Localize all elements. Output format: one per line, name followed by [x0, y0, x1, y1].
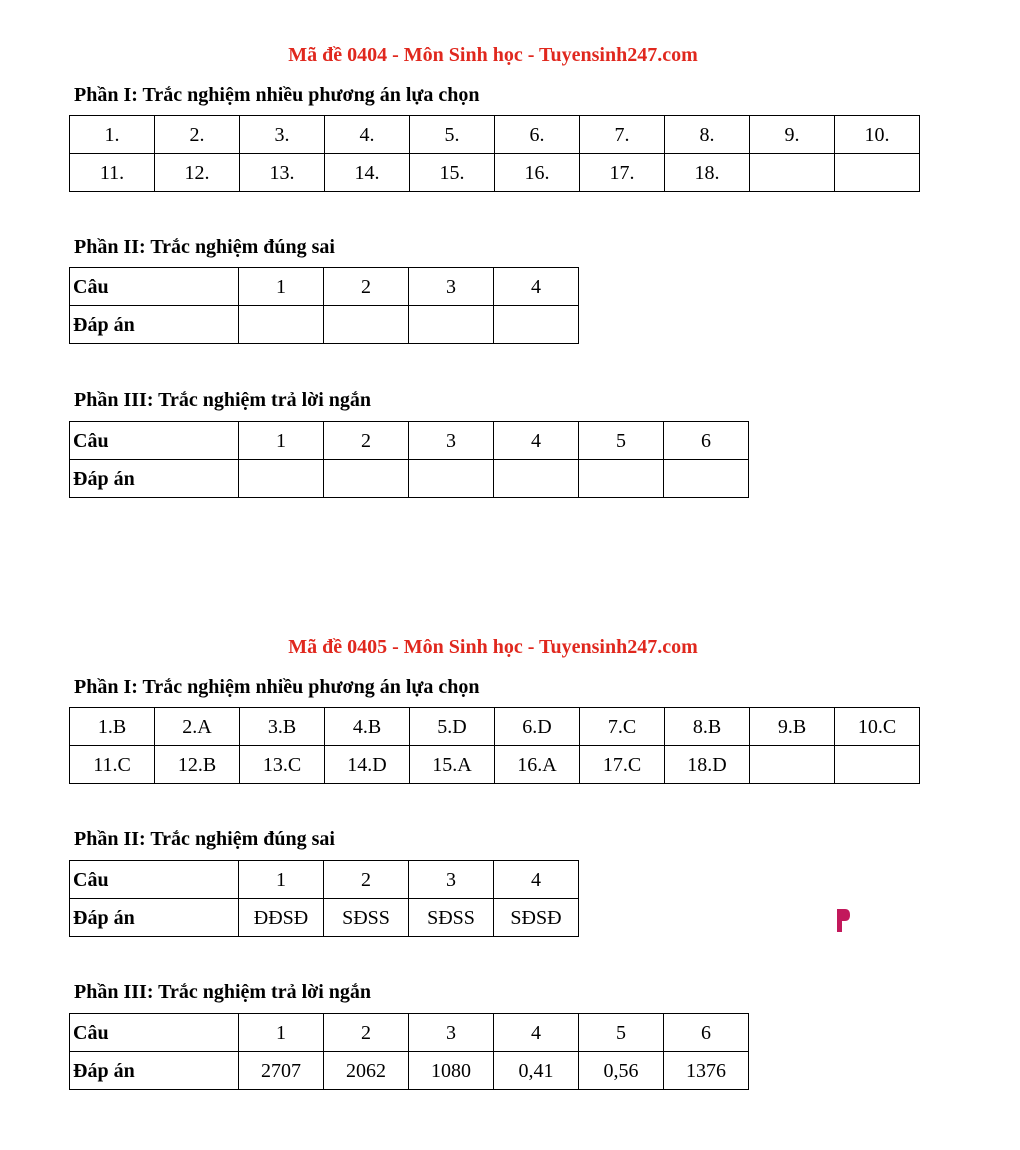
answer-cell: 1.B: [70, 708, 155, 746]
answer-cell: 15.A: [410, 746, 495, 784]
answer-cell: 18.D: [665, 746, 750, 784]
answer-cell: [664, 460, 749, 498]
question-cell: 1: [239, 1014, 324, 1052]
row-label: Câu: [70, 268, 239, 306]
answer-cell: 12.B: [155, 746, 240, 784]
answer-cell: 12.: [155, 154, 240, 192]
question-cell: 6: [664, 422, 749, 460]
row-label: Đáp án: [70, 1052, 239, 1090]
answer-cell: 16.A: [495, 746, 580, 784]
question-cell: 5: [579, 1014, 664, 1052]
answer-cell: [835, 746, 920, 784]
question-cell: 4: [494, 268, 579, 306]
question-cell: 3: [409, 422, 494, 460]
question-cell: 2: [324, 268, 409, 306]
exam-title: Mã đề 0405 - Môn Sinh học - Tuyensinh247.com: [288, 636, 698, 658]
answer-cell: 10.: [835, 116, 920, 154]
part1-heading: Phần I: Trắc nghiệm nhiều phương án lựa chọn: [74, 84, 480, 106]
logo-mark-shape: [837, 909, 850, 932]
table-row: [70, 116, 920, 154]
question-cell: 1: [239, 861, 324, 899]
question-cell: 3: [409, 268, 494, 306]
answer-cell: [409, 306, 494, 344]
answer-cell: 5.D: [410, 708, 495, 746]
answer-cell: 7.: [580, 116, 665, 154]
answer-cell: [494, 306, 579, 344]
part2-heading: Phần II: Trắc nghiệm đúng sai: [74, 828, 335, 850]
question-cell: 4: [494, 422, 579, 460]
answer-cell: 4.: [325, 116, 410, 154]
table-row: [70, 861, 579, 899]
row-label: Đáp án: [70, 460, 239, 498]
answer-cell: 16.: [495, 154, 580, 192]
part3-table: [69, 421, 749, 498]
answer-cell: 3.B: [240, 708, 325, 746]
answer-cell: SĐSĐ: [494, 899, 579, 937]
part3-heading: Phần III: Trắc nghiệm trả lời ngắn: [74, 389, 372, 411]
answer-cell: 17.C: [580, 746, 665, 784]
answer-cell: 2707: [239, 1052, 324, 1090]
answer-cell: 10.C: [835, 708, 920, 746]
answer-cell: [239, 306, 324, 344]
answer-cell: 14.: [325, 154, 410, 192]
table-row: [70, 899, 579, 937]
answer-cell: 6.: [495, 116, 580, 154]
answer-cell: 1.: [70, 116, 155, 154]
question-cell: 6: [664, 1014, 749, 1052]
answer-cell: [409, 460, 494, 498]
answer-cell: 1376: [664, 1052, 749, 1090]
answer-cell: 13.: [240, 154, 325, 192]
answer-cell: 5.: [410, 116, 495, 154]
answer-cell: 3.: [240, 116, 325, 154]
answer-cell: 11.C: [70, 746, 155, 784]
answer-cell: 6.D: [495, 708, 580, 746]
answer-cell: [324, 460, 409, 498]
answer-cell: 2.: [155, 116, 240, 154]
table-row: [70, 1014, 749, 1052]
question-cell: 2: [324, 422, 409, 460]
answer-cell: 17.: [580, 154, 665, 192]
answer-cell: ĐĐSĐ: [239, 899, 324, 937]
table-row: [70, 746, 920, 784]
question-cell: 1: [239, 422, 324, 460]
part2-heading: Phần II: Trắc nghiệm đúng sai: [74, 236, 335, 258]
row-label: Câu: [70, 1014, 239, 1052]
question-cell: 2: [324, 1014, 409, 1052]
answer-cell: 9.B: [750, 708, 835, 746]
answer-cell: 9.: [750, 116, 835, 154]
answer-cell: 2062: [324, 1052, 409, 1090]
part2-table: [69, 860, 579, 937]
question-cell: 5: [579, 422, 664, 460]
question-cell: 4: [494, 861, 579, 899]
part3-heading: Phần III: Trắc nghiệm trả lời ngắn: [74, 981, 372, 1003]
table-row: [70, 708, 920, 746]
answer-cell: SĐSS: [324, 899, 409, 937]
answer-cell: 8.B: [665, 708, 750, 746]
row-label: Đáp án: [70, 306, 239, 344]
logo-mark-icon: [836, 908, 851, 933]
answer-cell: 18.: [665, 154, 750, 192]
answer-cell: 7.C: [580, 708, 665, 746]
question-cell: 2: [324, 861, 409, 899]
answer-cell: 13.C: [240, 746, 325, 784]
answer-cell: [239, 460, 324, 498]
answer-cell: 15.: [410, 154, 495, 192]
answer-cell: 1080: [409, 1052, 494, 1090]
answer-cell: [835, 154, 920, 192]
answer-cell: 14.D: [325, 746, 410, 784]
part2-table: [69, 267, 579, 344]
answer-cell: [324, 306, 409, 344]
question-cell: 3: [409, 1014, 494, 1052]
table-row: [70, 306, 579, 344]
answer-cell: 2.A: [155, 708, 240, 746]
answer-cell: 0,56: [579, 1052, 664, 1090]
question-cell: 3: [409, 861, 494, 899]
part3-table: [69, 1013, 749, 1090]
part1-table: [69, 707, 920, 784]
answer-cell: [750, 154, 835, 192]
part1-heading: Phần I: Trắc nghiệm nhiều phương án lựa chọn: [74, 676, 480, 698]
question-cell: 4: [494, 1014, 579, 1052]
table-row: [70, 1052, 749, 1090]
answer-cell: [579, 460, 664, 498]
table-row: [70, 422, 749, 460]
table-row: [70, 154, 920, 192]
answer-cell: 4.B: [325, 708, 410, 746]
table-row: [70, 268, 579, 306]
table-row: [70, 460, 749, 498]
row-label: Đáp án: [70, 899, 239, 937]
row-label: Câu: [70, 861, 239, 899]
row-label: Câu: [70, 422, 239, 460]
answer-cell: [750, 746, 835, 784]
answer-cell: 11.: [70, 154, 155, 192]
answer-cell: SĐSS: [409, 899, 494, 937]
exam-title: Mã đề 0404 - Môn Sinh học - Tuyensinh247.com: [288, 44, 698, 66]
part1-table: [69, 115, 920, 192]
answer-cell: [494, 460, 579, 498]
answer-cell: 0,41: [494, 1052, 579, 1090]
question-cell: 1: [239, 268, 324, 306]
answer-cell: 8.: [665, 116, 750, 154]
